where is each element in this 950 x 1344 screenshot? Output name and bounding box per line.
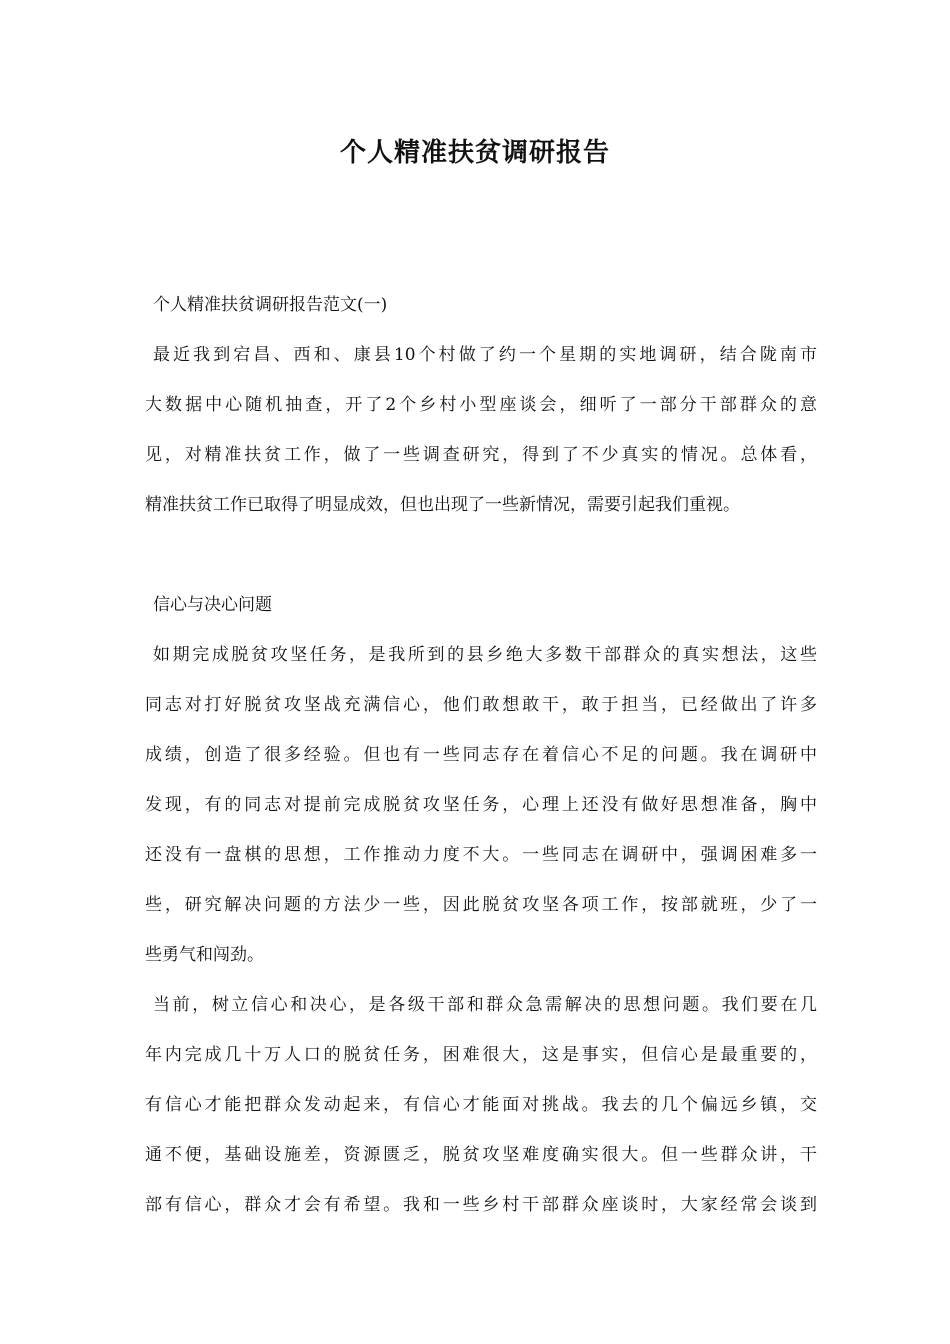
text-line: 当前，树立信心和决心，是各级干部和群众急需解决的思想问题。我们要在几 [153, 995, 817, 1015]
subheading: 信心与决心问题 [153, 595, 272, 615]
paragraph-gap [145, 530, 817, 580]
text-line: 见，对精准扶贫工作，做了一些调查研究，得到了不少真实的情况。总体看， [145, 445, 817, 465]
text-line: 年内完成几十万人口的脱贫任务，困难很大，这是事实，但信心是最重要的， [145, 1045, 817, 1065]
intro-paragraph [145, 330, 817, 530]
document-body [145, 280, 817, 1230]
document-title: 个人精准扶贫调研报告 [339, 138, 610, 168]
text-line: 精准扶贫工作已取得了明显成效，但也出现了一些新情况，需要引起我们重视。 [145, 495, 740, 515]
section-title: 个人精准扶贫调研报告范文(一) [153, 295, 388, 315]
paragraph-determination [145, 980, 817, 1230]
text-line: 发现，有的同志对提前完成脱贫攻坚任务，心理上还没有做好思想准备，胸中 [145, 795, 817, 815]
text-line: 如期完成脱贫攻坚任务，是我所到的县乡绝大多数干部群众的真实想法，这些 [153, 645, 817, 665]
text-line: 最近我到宕昌、西和、康县10个村做了约一个星期的实地调研，结合陇南市 [153, 345, 817, 365]
text-line: 部有信心，群众才会有希望。我和一些乡村干部群众座谈时，大家经常会谈到 [145, 1195, 817, 1215]
text-line: 些，研究解决问题的方法少一些，因此脱贫攻坚各项工作，按部就班，少了一 [145, 895, 817, 915]
text-line: 有信心才能把群众发动起来，有信心才能面对挑战。我去的几个偏远乡镇，交 [145, 1095, 817, 1115]
text-line: 还没有一盘棋的思想，工作推动力度不大。一些同志在调研中，强调困难多一 [145, 845, 817, 865]
text-line: 通不便，基础设施差，资源匮乏，脱贫攻坚难度确实很大。但一些群众讲，干 [145, 1145, 817, 1165]
text-line: 些勇气和闯劲。 [145, 945, 264, 965]
text-line: 大数据中心随机抽查，开了2个乡村小型座谈会，细听了一部分干部群众的意 [145, 395, 817, 415]
paragraph-confidence [145, 630, 817, 980]
text-line: 成绩，创造了很多经验。但也有一些同志存在着信心不足的问题。我在调研中 [145, 745, 817, 765]
text-line: 同志对打好脱贫攻坚战充满信心，他们敢想敢干，敢于担当，已经做出了许多 [145, 695, 817, 715]
